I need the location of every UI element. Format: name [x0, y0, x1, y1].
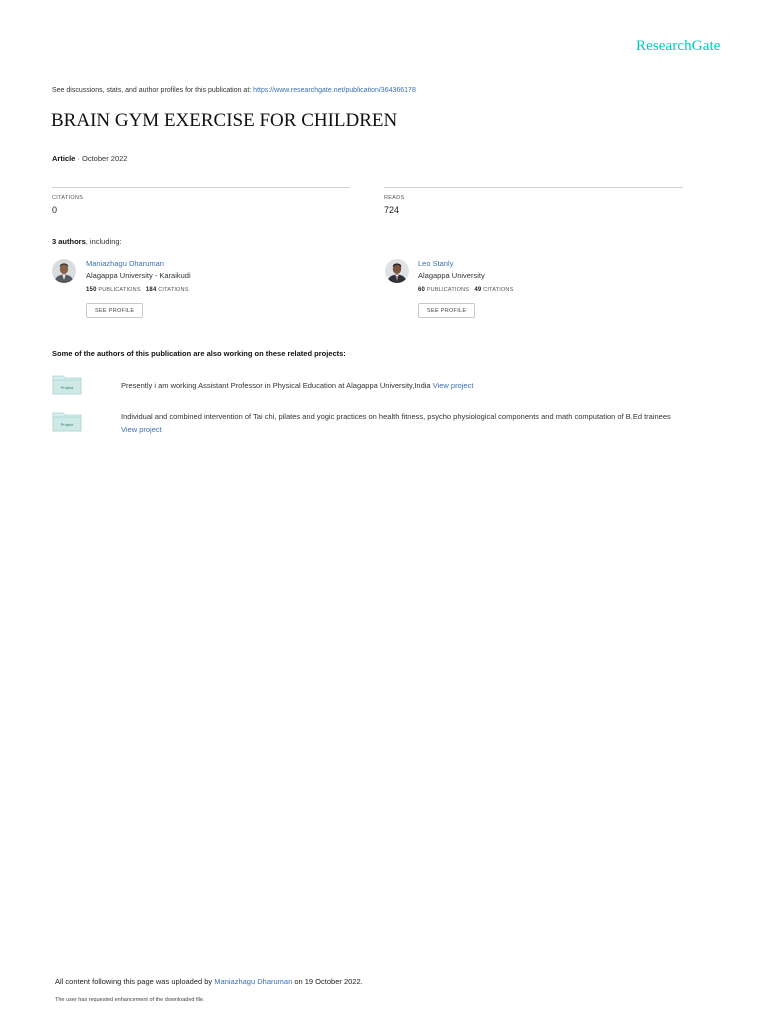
- publication-title: BRAIN GYM EXERCISE FOR CHILDREN: [51, 110, 398, 131]
- view-project-link[interactable]: View project: [432, 381, 474, 390]
- publication-url-link[interactable]: https://www.researchgate.net/publication/364366178: [253, 87, 416, 94]
- publication-meta: [52, 154, 127, 163]
- citations-label: CITATIONS: [52, 195, 84, 201]
- publication-type: Article: [52, 154, 76, 163]
- project-description: [121, 410, 671, 436]
- upload-notice: [55, 977, 363, 986]
- related-projects-heading: Some of the authors of this publication are also working on these related projects:: [52, 349, 346, 358]
- project-description: [121, 381, 473, 390]
- authors-heading: [52, 237, 122, 246]
- see-profile-button[interactable]: SEE PROFILE: [86, 303, 143, 318]
- authors-suffix: , including:: [85, 237, 122, 246]
- reads-divider: [384, 187, 683, 188]
- author-affiliation: Alagappa University - Karaikudi: [86, 271, 191, 280]
- author-name-link[interactable]: Maniazhagu Dharuman: [86, 259, 164, 268]
- author-citations-count: 49: [474, 287, 482, 293]
- citations-divider: [52, 187, 350, 188]
- author-citations-label: CITATIONS: [158, 287, 189, 293]
- citations-value: 0: [52, 205, 58, 215]
- author-avatar[interactable]: [52, 259, 76, 283]
- see-profile-button[interactable]: SEE PROFILE: [418, 303, 475, 318]
- discussion-line: [52, 87, 416, 94]
- author-affiliation: Alagappa University: [418, 271, 485, 280]
- person-photo-icon: [385, 259, 409, 283]
- author-publications-count: 150: [86, 287, 97, 293]
- upload-prefix: All content following this page was uploaded by: [55, 977, 215, 986]
- publication-date: · October 2022: [75, 154, 128, 163]
- project-folder-icon[interactable]: [52, 374, 82, 395]
- project-text: Individual and combined intervention of Tai chi, pilates and yogic practices on health fitness, psycho physiological components and math computation of B.Ed trainees: [121, 412, 671, 421]
- author-name-link[interactable]: Leo Stanly: [418, 259, 454, 268]
- authors-count: 3 authors: [52, 237, 86, 246]
- author-citations-label: CITATIONS: [483, 287, 514, 293]
- project-text: Presently i am working Assistant Professor in Physical Education at Alagappa University,India: [121, 381, 433, 390]
- author-stats: [418, 287, 513, 293]
- author-citations-count: 184: [145, 287, 157, 293]
- author-publications-label: PUBLICATIONS: [426, 287, 470, 293]
- discussion-text: See discussions, stats, and author profiles for this publication at:: [52, 87, 254, 94]
- uploader-link[interactable]: Maniazhagu Dharuman: [214, 977, 293, 986]
- upload-suffix: on 19 October 2022.: [292, 977, 363, 986]
- project-icon-label: Project: [60, 385, 74, 390]
- person-photo-icon: [52, 259, 76, 283]
- author-avatar[interactable]: [385, 259, 409, 283]
- view-project-link[interactable]: View project: [121, 425, 162, 434]
- enhancement-note: The user has requested enhancement of the downloaded file.: [55, 997, 205, 1003]
- folder-icon: [52, 411, 82, 432]
- project-folder-icon[interactable]: [52, 411, 82, 432]
- author-stats: [86, 287, 189, 293]
- folder-icon: [52, 374, 82, 395]
- author-publications-count: 60: [418, 287, 426, 293]
- reads-value: 724: [384, 205, 400, 215]
- researchgate-logo[interactable]: ResearchGate: [636, 38, 721, 54]
- reads-label: READS: [384, 195, 405, 201]
- author-publications-label: PUBLICATIONS: [98, 287, 141, 293]
- project-icon-label: Project: [60, 422, 74, 427]
